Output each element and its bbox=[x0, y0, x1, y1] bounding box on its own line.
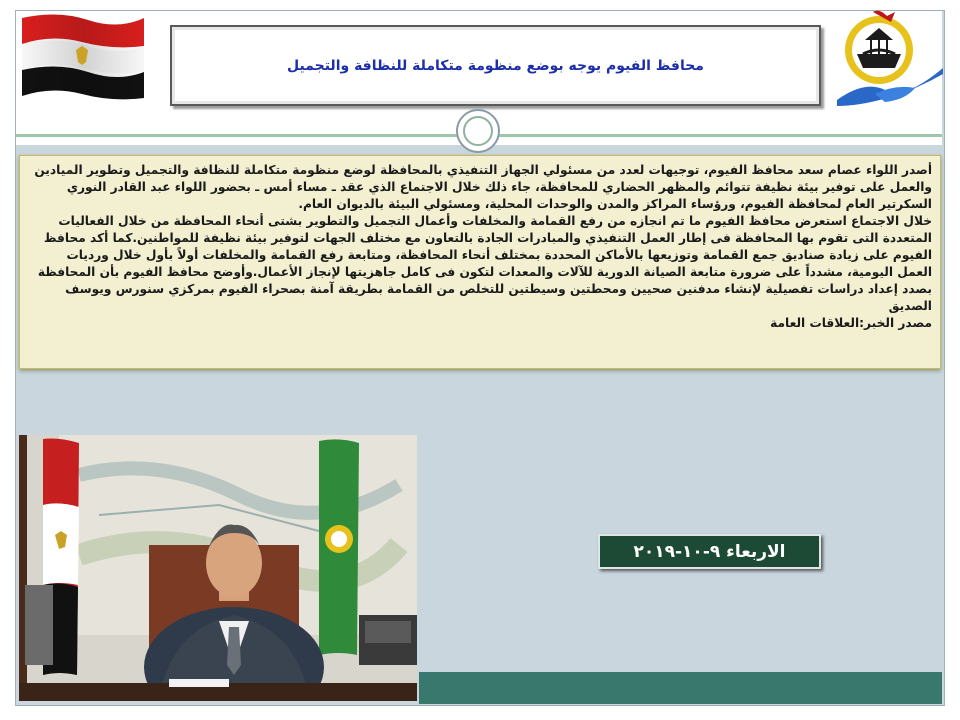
article-source: مصدر الخبر:العلاقات العامة bbox=[770, 316, 932, 330]
egypt-flag-icon bbox=[18, 10, 146, 102]
title-box bbox=[170, 25, 821, 106]
page-title: محافظ الفيوم يوجه بوضع منظومة متكاملة للنظافة والتجميل bbox=[287, 57, 704, 74]
article-paragraph-2: خلال الاجتماع استعرض محافظ الفيوم ما تم انجازه من رفع القمامة والمخلفات وأعمال التجميل والتطوير بشتى أنحاء المحافظة من خلال الفعاليات المتعددة التى تقوم بها المحافظة فى إطار العمل التنفيذي والمبادرات الجادة بالتعاون مع مختلف الجهات لتوفير بيئة نظيفة للمواطنين.كما أكد محافظ الفيوم على زيادة صناديق جمع القمامة وتوزيعها بالأماكن المحددة بمختلف أنحاء المحافظة، ومتابعة رفع القمامة والمخلفات أولاً بأول خلال ورديات العمل اليومية، مشدداً على ضرورة متابعة الصيانة الدورية للآلات والمعدات لتكون فى كامل جاهزيتها لإنجاز الأعمال.وأوضح محافظ الفيوم بأن المحافظة بصدد إعداد دراسات تفصيلية لإنشاء مدفنين صحيين ومحطتين وسيطتين للتخلص من القمامة بطريقة آمنة بصحراء الفيوم بمركزي سنورس ويوسف الصديق bbox=[37, 214, 932, 313]
date-text: الاربعاء ٩-١٠-٢٠١٩ bbox=[633, 541, 786, 562]
date-badge bbox=[598, 534, 821, 569]
bottom-bar bbox=[419, 672, 942, 704]
news-article bbox=[19, 155, 941, 369]
governor-photo bbox=[19, 435, 417, 701]
article-paragraph-1: أصدر اللواء عصام سعد محافظ الفيوم، توجيهات لعدد من مسئولي الجهاز التنفيذي بالمحافظة لوضع منظومة متكاملة للنظافة والتجميل وتطوير الميادين والعمل على توفير بيئة نظيفة تتوائم والمظهر الحضاري للمحافظة، جاء ذلك خلال الاجتماع الذي عقد ـ مساء أمس ـ بحضور اللواء عبد القادر النوري السكرتير العام لمحافظة الفيوم، ورؤساء المراكز والمدن والوحدات المحلية، ومسئولي البيئة بالديوان العام. bbox=[34, 163, 932, 211]
divider-ornament bbox=[456, 109, 500, 153]
fayoum-governorate-logo bbox=[835, 10, 945, 110]
